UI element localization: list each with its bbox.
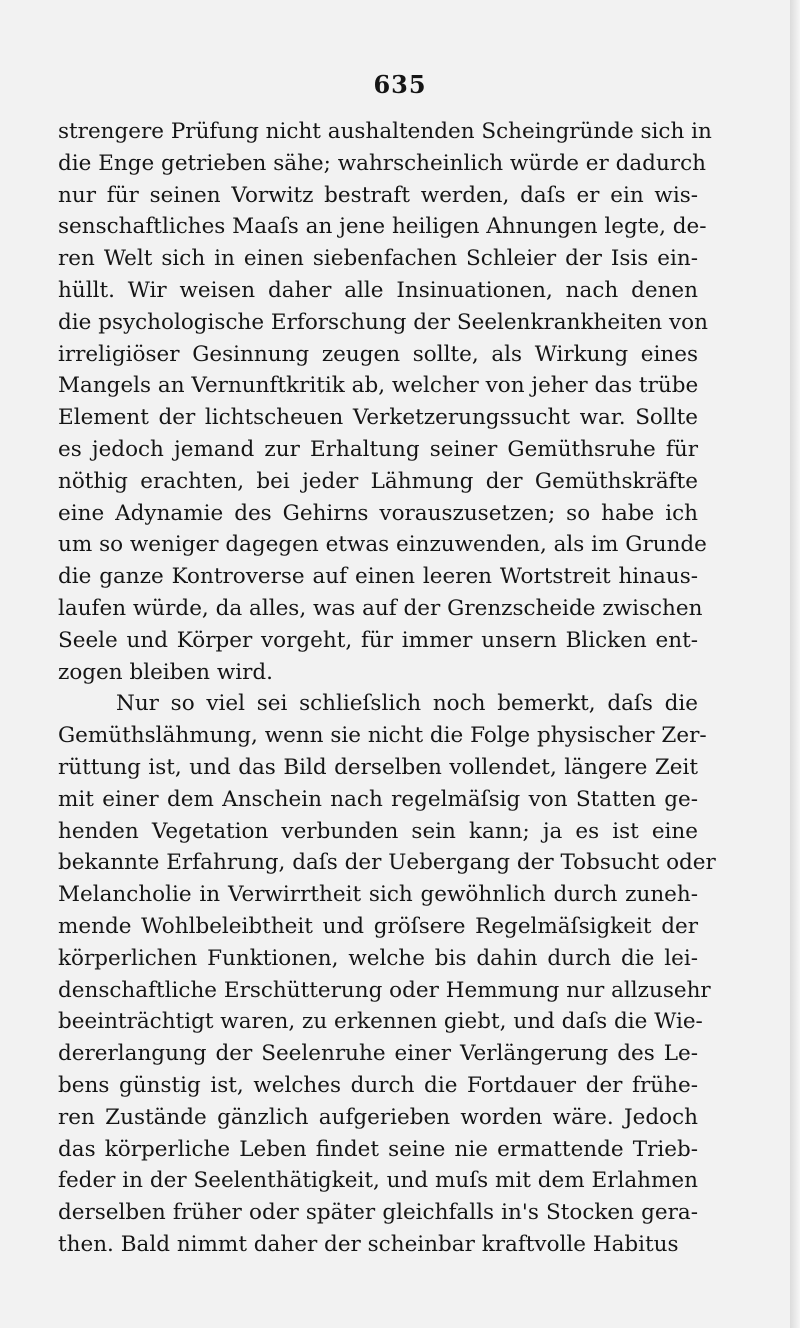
text-line: then. Bald nimmt daher der scheinbar kraftvolle Habitus [58, 1231, 679, 1257]
text-line: rüttung ist, und das Bild derselben vollendet, längere Zeit [58, 754, 698, 780]
text-line: feder in der Seelenthätigkeit, und muſs mit dem Erlahmen [58, 1168, 698, 1194]
page-edge [790, 0, 800, 1328]
text-line: ren Welt sich in einen siebenfachen Schleier der Isis ein- [58, 246, 698, 272]
text-line: die ganze Kontroverse auf einen leeren Wortstreit hinaus- [58, 564, 698, 590]
text-line: laufen würde, da alles, was auf der Grenzscheide zwischen [58, 595, 703, 621]
text-line: eine Adynamie des Gehirns vorauszusetzen; so habe ich [58, 500, 698, 526]
text-line: strengere Prüfung nicht aushaltenden Scheingründe sich in [58, 119, 712, 144]
text-line: Seele und Körper vorgeht, für immer unsern Blicken ent- [58, 627, 698, 653]
text-line: denschaftliche Erschütterung oder Hemmung nur allzusehr [58, 977, 711, 1003]
text-line: bens günstig ist, welches durch die Fortdauer der frühe- [58, 1072, 698, 1098]
text-line: hüllt. Wir weisen daher alle Insinuationen, nach denen [58, 277, 698, 303]
text-line: derselben früher oder später gleichfalls in's Stocken gera- [58, 1200, 698, 1226]
body-text [58, 116, 716, 1261]
text-line: die psychologische Erforschung der Seelenkrankheiten von [58, 309, 708, 335]
text-line: mende Wohlbeleibtheit und gröſsere Regelmäſsigkeit der [58, 913, 698, 939]
text-line: mit einer dem Anschein nach regelmäſsig von Statten ge- [58, 786, 698, 812]
page-number: 635 [373, 70, 427, 99]
text-line: ren Zustände gänzlich aufgerieben worden wäre. Jedoch [58, 1104, 698, 1130]
text-line: nur für seinen Vorwitz bestraft werden, daſs er ein wis- [58, 182, 698, 208]
text-line: Melancholie in Verwirrtheit sich gewöhnlich durch zuneh- [58, 882, 698, 908]
text-line: körperlichen Funktionen, welche bis dahin durch die lei- [58, 945, 698, 971]
text-line: senschaftliches Maaſs an jene heiligen Ahnungen legte, de- [58, 214, 707, 240]
text-line: Mangels an Vernunftkritik ab, welcher von jeher das trübe [58, 373, 699, 399]
text-line: das körperliche Leben findet seine nie ermattende Trieb- [58, 1136, 698, 1162]
text-line: es jedoch jemand zur Erhaltung seiner Gemüthsruhe für [58, 436, 698, 462]
text-line: um so weniger dagegen etwas einzuwenden, als im Grunde [58, 532, 707, 558]
text-line: irreligiöser Gesinnung zeugen sollte, als Wirkung eines [58, 341, 698, 367]
text-line: die Enge getrieben sähe; wahrscheinlich würde er dadurch [58, 150, 706, 176]
text-line: Nur so viel sei schlieſslich noch bemerkt, daſs die [116, 691, 698, 717]
text-line: dererlangung der Seelenruhe einer Verlängerung des Le- [58, 1041, 698, 1067]
text-line: Gemüthslähmung, wenn sie nicht die Folge physischer Zer- [58, 723, 707, 749]
text-line: beeinträchtigt waren, zu erkennen giebt, und daſs die Wie- [58, 1009, 703, 1035]
text-line: nöthig erachten, bei jeder Lähmung der Gemüthskräfte [58, 468, 698, 494]
text-line: bekannte Erfahrung, daſs der Uebergang der Tobsucht oder [58, 850, 716, 876]
text-line: henden Vegetation verbunden sein kann; ja es ist eine [58, 818, 698, 844]
text-line: Element der lichtscheuen Verketzerungssucht war. Sollte [58, 405, 698, 431]
text-line: zogen bleiben wird. [58, 659, 273, 685]
